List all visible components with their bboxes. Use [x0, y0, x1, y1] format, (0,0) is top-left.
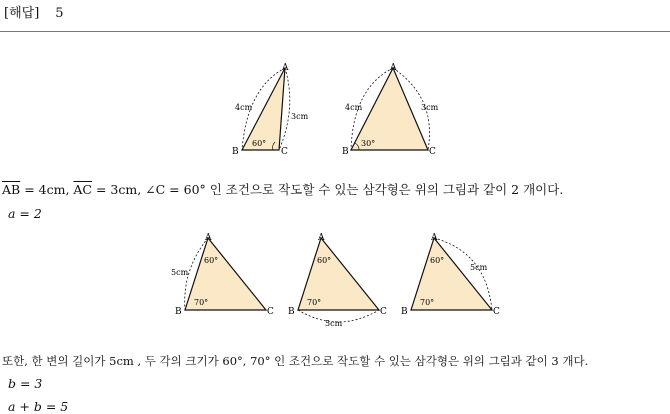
- vertex-a-2-third: A: [431, 233, 438, 243]
- answer-header: [4, 2, 64, 21]
- angle-b-2-third: 70°: [420, 298, 435, 307]
- vertex-c-2-first: C: [267, 307, 274, 317]
- triangle-2-first: [171, 233, 274, 317]
- triangle-2-third: [401, 233, 500, 317]
- side-2-first: 5cm: [171, 268, 189, 277]
- vertex-b-left: B: [232, 147, 239, 157]
- angle-b-2-second: 70°: [307, 298, 322, 307]
- vertex-c-left: C: [281, 147, 288, 157]
- result-a: a = 2: [8, 206, 42, 221]
- side-ac-left-label: 3cm: [291, 112, 309, 121]
- vertex-b-2-second: B: [288, 307, 295, 317]
- angle-c-left-label: 60°: [252, 139, 267, 148]
- divider-line: [0, 31, 670, 32]
- vertex-c-2-second: C: [380, 307, 387, 317]
- segment-ab: $\overline{AB}$: [2, 182, 21, 197]
- side-2-third: 5cm: [470, 263, 488, 272]
- side-ab-right-label: 4cm: [345, 103, 363, 112]
- side-ac-right-label: 3cm: [421, 103, 439, 112]
- vertex-a-2-second: A: [318, 233, 325, 243]
- explanation-line-2: 또한, 한 변의 길이가 5cm , 두 각의 크기가 60°, 70° 인 조건으로 작도할 수 있는 삼각형은 위의 그림과 같이 3 개다.: [2, 354, 589, 368]
- vertex-a-right: A: [390, 63, 397, 73]
- result-sum: a + b = 5: [8, 399, 69, 414]
- angle-b-right-label: 30°: [361, 139, 376, 148]
- answer-tag: [해답]: [4, 6, 40, 21]
- triangle-right-shape: [351, 68, 428, 150]
- triangle-2-second: [288, 233, 387, 328]
- vertex-b-right: B: [342, 147, 349, 157]
- vertex-b-2-first: B: [175, 307, 182, 317]
- triangle-left: [232, 63, 309, 157]
- vertex-a-left: A: [282, 63, 289, 73]
- side-ab-left-label: 4cm: [235, 103, 253, 112]
- triangle-right: [342, 63, 439, 157]
- explanation-line-1: [2, 180, 563, 198]
- line-1-rest: = 3cm, ∠C = 60° 인 조건으로 작도할 수 있는 삼각형은 위의 그림과 같이 2 개이다.: [92, 182, 564, 197]
- side-2-second: 5cm: [325, 319, 343, 328]
- figure-2: [168, 230, 508, 330]
- angle-a-2-first: 60°: [204, 256, 219, 265]
- figure-1: [225, 58, 450, 160]
- angle-a-2-second: 60°: [317, 256, 332, 265]
- vertex-b-2-third: B: [401, 307, 408, 317]
- result-b: b = 3: [8, 376, 43, 391]
- eq-ab: = 4cm,: [20, 182, 74, 197]
- vertex-a-2-first: A: [205, 233, 212, 243]
- segment-ac: $\overline{AC}$: [73, 182, 92, 197]
- angle-a-2-third: 60°: [430, 256, 445, 265]
- vertex-c-2-third: C: [493, 307, 500, 317]
- angle-b-2-first: 70°: [194, 298, 209, 307]
- answer-value: 5: [55, 6, 64, 21]
- vertex-c-right: C: [429, 147, 436, 157]
